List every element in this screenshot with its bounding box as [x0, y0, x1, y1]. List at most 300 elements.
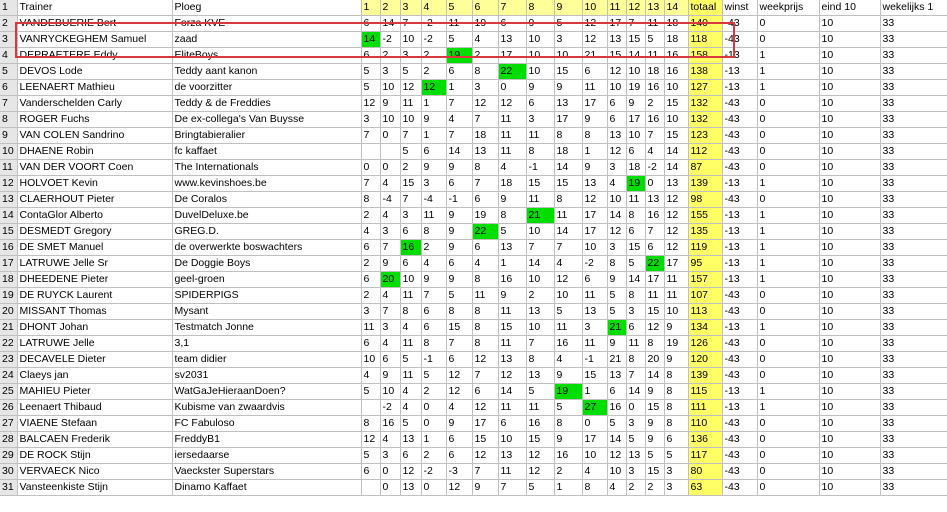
week-score-cell[interactable]: 11: [582, 80, 607, 96]
week-score-cell[interactable]: 16: [554, 336, 582, 352]
weekprijs-cell[interactable]: 1: [757, 80, 819, 96]
week-score-cell[interactable]: 12: [664, 224, 688, 240]
week-score-cell[interactable]: 2: [421, 448, 446, 464]
total-cell[interactable]: 158: [688, 48, 722, 64]
week-score-cell[interactable]: 16: [645, 208, 664, 224]
week-score-cell[interactable]: 12: [472, 96, 498, 112]
eind10-cell[interactable]: 10: [819, 176, 880, 192]
week-score-cell[interactable]: 8: [421, 224, 446, 240]
total-cell[interactable]: 140: [688, 16, 722, 32]
week-score-cell[interactable]: 7: [472, 112, 498, 128]
week-score-cell[interactable]: 6: [361, 464, 380, 480]
week-score-cell[interactable]: 12: [607, 144, 626, 160]
week-score-cell[interactable]: 16: [664, 64, 688, 80]
week-score-cell[interactable]: 9: [554, 368, 582, 384]
week-score-cell[interactable]: 15: [645, 464, 664, 480]
week-score-cell[interactable]: 14: [664, 160, 688, 176]
week-score-cell[interactable]: 7: [626, 368, 645, 384]
winst-cell[interactable]: -43: [722, 160, 757, 176]
wekelijks-cell[interactable]: 33: [880, 176, 947, 192]
trainer-cell[interactable]: VERVAECK Nico: [17, 464, 172, 480]
week-score-cell[interactable]: 13: [498, 32, 526, 48]
week-score-cell[interactable]: 19: [664, 336, 688, 352]
week-score-cell[interactable]: 5: [607, 288, 626, 304]
row-number[interactable]: 16: [0, 240, 17, 256]
week-score-cell[interactable]: 13: [400, 480, 421, 496]
wekelijks-cell[interactable]: 33: [880, 112, 947, 128]
week-score-cell[interactable]: 4: [582, 464, 607, 480]
week-score-cell[interactable]: 10: [582, 448, 607, 464]
weekprijs-cell[interactable]: 0: [757, 144, 819, 160]
weekprijs-cell[interactable]: 0: [757, 96, 819, 112]
week-score-cell[interactable]: 14: [526, 256, 554, 272]
row-number[interactable]: 6: [0, 80, 17, 96]
eind10-cell[interactable]: 10: [819, 336, 880, 352]
week-score-cell[interactable]: 10: [664, 112, 688, 128]
week-score-cell[interactable]: 12: [607, 448, 626, 464]
week-score-cell[interactable]: 8: [361, 416, 380, 432]
trainer-cell[interactable]: Claeys jan: [17, 368, 172, 384]
week-score-cell[interactable]: 2: [361, 288, 380, 304]
week-score-cell[interactable]: 5: [498, 224, 526, 240]
total-cell[interactable]: 110: [688, 416, 722, 432]
week-score-cell[interactable]: 15: [400, 176, 421, 192]
trainer-cell[interactable]: MISSANT Thomas: [17, 304, 172, 320]
week-score-cell[interactable]: 9: [526, 16, 554, 32]
eind10-cell[interactable]: 10: [819, 112, 880, 128]
week-score-cell[interactable]: 18: [664, 16, 688, 32]
week-score-cell[interactable]: 5: [400, 416, 421, 432]
eind10-cell[interactable]: 10: [819, 208, 880, 224]
row-number[interactable]: 14: [0, 208, 17, 224]
eind10-cell[interactable]: 10: [819, 304, 880, 320]
week-score-cell[interactable]: 11: [446, 16, 472, 32]
week-score-cell[interactable]: 13: [607, 128, 626, 144]
team-cell[interactable]: team didier: [172, 352, 361, 368]
team-cell[interactable]: sv2031: [172, 368, 361, 384]
wekelijks-cell[interactable]: 33: [880, 64, 947, 80]
column-header[interactable]: 14: [664, 0, 688, 16]
winst-cell[interactable]: -13: [722, 48, 757, 64]
total-cell[interactable]: 132: [688, 112, 722, 128]
trainer-cell[interactable]: DHEEDENE Pieter: [17, 272, 172, 288]
trainer-cell[interactable]: DE ROCK Stijn: [17, 448, 172, 464]
week-score-cell[interactable]: [361, 400, 380, 416]
trainer-cell[interactable]: ContaGlor Alberto: [17, 208, 172, 224]
wekelijks-cell[interactable]: 33: [880, 464, 947, 480]
week-score-cell[interactable]: 12: [421, 80, 446, 96]
winst-cell[interactable]: -13: [722, 208, 757, 224]
week-score-cell[interactable]: 4: [554, 256, 582, 272]
column-header[interactable]: winst: [722, 0, 757, 16]
week-score-cell[interactable]: 4: [380, 432, 400, 448]
week-score-cell[interactable]: 8: [421, 336, 446, 352]
week-score-cell[interactable]: 12: [446, 368, 472, 384]
week-score-cell[interactable]: 1: [421, 432, 446, 448]
week-score-cell[interactable]: 6: [361, 16, 380, 32]
week-score-cell[interactable]: 9: [446, 240, 472, 256]
week-score-cell[interactable]: 12: [472, 448, 498, 464]
week-score-cell[interactable]: 6: [446, 432, 472, 448]
trainer-cell[interactable]: DEPRAETERE Eddy: [17, 48, 172, 64]
winst-cell[interactable]: -43: [722, 144, 757, 160]
week-score-cell[interactable]: 9: [472, 480, 498, 496]
winst-cell[interactable]: -13: [722, 80, 757, 96]
week-score-cell[interactable]: 13: [645, 192, 664, 208]
wekelijks-cell[interactable]: 33: [880, 240, 947, 256]
week-score-cell[interactable]: 19: [472, 208, 498, 224]
week-score-cell[interactable]: 6: [472, 384, 498, 400]
week-score-cell[interactable]: 3: [607, 240, 626, 256]
week-score-cell[interactable]: 0: [421, 416, 446, 432]
total-cell[interactable]: 117: [688, 448, 722, 464]
week-score-cell[interactable]: 15: [554, 176, 582, 192]
week-score-cell[interactable]: 22: [645, 256, 664, 272]
week-score-cell[interactable]: 20: [380, 272, 400, 288]
week-score-cell[interactable]: 15: [498, 320, 526, 336]
week-score-cell[interactable]: -2: [645, 160, 664, 176]
week-score-cell[interactable]: 6: [645, 240, 664, 256]
column-header[interactable]: 10: [582, 0, 607, 16]
team-cell[interactable]: Dinamo Kaffaet: [172, 480, 361, 496]
total-cell[interactable]: 113: [688, 304, 722, 320]
team-cell[interactable]: de voorzitter: [172, 80, 361, 96]
total-cell[interactable]: 120: [688, 352, 722, 368]
week-score-cell[interactable]: 3: [554, 32, 582, 48]
week-score-cell[interactable]: 12: [664, 208, 688, 224]
week-score-cell[interactable]: 7: [446, 336, 472, 352]
row-number[interactable]: 4: [0, 48, 17, 64]
column-header[interactable]: Ploeg: [172, 0, 361, 16]
wekelijks-cell[interactable]: 33: [880, 160, 947, 176]
weekprijs-cell[interactable]: 1: [757, 240, 819, 256]
eind10-cell[interactable]: 10: [819, 64, 880, 80]
row-number[interactable]: 13: [0, 192, 17, 208]
winst-cell[interactable]: -13: [722, 176, 757, 192]
eind10-cell[interactable]: 10: [819, 160, 880, 176]
week-score-cell[interactable]: 12: [472, 352, 498, 368]
week-score-cell[interactable]: 21: [526, 208, 554, 224]
week-score-cell[interactable]: 11: [554, 208, 582, 224]
wekelijks-cell[interactable]: 33: [880, 32, 947, 48]
column-header[interactable]: weekprijs: [757, 0, 819, 16]
week-score-cell[interactable]: 13: [554, 96, 582, 112]
week-score-cell[interactable]: 1: [498, 256, 526, 272]
week-score-cell[interactable]: 6: [446, 352, 472, 368]
week-score-cell[interactable]: 11: [526, 192, 554, 208]
week-score-cell[interactable]: [380, 144, 400, 160]
week-score-cell[interactable]: 10: [380, 80, 400, 96]
week-score-cell[interactable]: [361, 144, 380, 160]
week-score-cell[interactable]: 6: [498, 416, 526, 432]
eind10-cell[interactable]: 10: [819, 288, 880, 304]
column-header[interactable]: 12: [626, 0, 645, 16]
total-cell[interactable]: 112: [688, 144, 722, 160]
week-score-cell[interactable]: 10: [526, 224, 554, 240]
week-score-cell[interactable]: 11: [645, 16, 664, 32]
week-score-cell[interactable]: 2: [421, 48, 446, 64]
trainer-cell[interactable]: LATRUWE Jelle Sr: [17, 256, 172, 272]
team-cell[interactable]: FreddyB1: [172, 432, 361, 448]
column-header[interactable]: 2: [380, 0, 400, 16]
week-score-cell[interactable]: 0: [380, 480, 400, 496]
week-score-cell[interactable]: 3: [380, 224, 400, 240]
week-score-cell[interactable]: 2: [400, 160, 421, 176]
weekprijs-cell[interactable]: 0: [757, 112, 819, 128]
week-score-cell[interactable]: 9: [446, 416, 472, 432]
team-cell[interactable]: The Internationals: [172, 160, 361, 176]
week-score-cell[interactable]: 3: [421, 176, 446, 192]
wekelijks-cell[interactable]: 33: [880, 272, 947, 288]
total-cell[interactable]: 135: [688, 224, 722, 240]
wekelijks-cell[interactable]: 33: [880, 224, 947, 240]
team-cell[interactable]: Kubisme van zwaardvis: [172, 400, 361, 416]
week-score-cell[interactable]: 10: [607, 192, 626, 208]
trainer-cell[interactable]: DE RUYCK Laurent: [17, 288, 172, 304]
week-score-cell[interactable]: 12: [526, 448, 554, 464]
week-score-cell[interactable]: 11: [498, 336, 526, 352]
column-header[interactable]: 4: [421, 0, 446, 16]
team-cell[interactable]: EliteBoys: [172, 48, 361, 64]
week-score-cell[interactable]: 8: [472, 304, 498, 320]
weekprijs-cell[interactable]: 0: [757, 288, 819, 304]
total-cell[interactable]: 155: [688, 208, 722, 224]
week-score-cell[interactable]: 10: [526, 64, 554, 80]
week-score-cell[interactable]: 1: [446, 80, 472, 96]
weekprijs-cell[interactable]: 1: [757, 272, 819, 288]
row-number[interactable]: 3: [0, 32, 17, 48]
week-score-cell[interactable]: 9: [380, 96, 400, 112]
column-header[interactable]: 13: [645, 0, 664, 16]
week-score-cell[interactable]: 12: [498, 368, 526, 384]
eind10-cell[interactable]: 10: [819, 320, 880, 336]
total-cell[interactable]: 132: [688, 96, 722, 112]
week-score-cell[interactable]: 12: [472, 400, 498, 416]
week-score-cell[interactable]: 19: [626, 176, 645, 192]
week-score-cell[interactable]: 2: [421, 384, 446, 400]
week-score-cell[interactable]: 18: [554, 144, 582, 160]
week-score-cell[interactable]: 9: [607, 272, 626, 288]
week-score-cell[interactable]: 7: [446, 128, 472, 144]
week-score-cell[interactable]: 8: [554, 416, 582, 432]
team-cell[interactable]: Bringtabieralier: [172, 128, 361, 144]
wekelijks-cell[interactable]: 33: [880, 96, 947, 112]
week-score-cell[interactable]: 15: [645, 304, 664, 320]
week-score-cell[interactable]: 9: [664, 320, 688, 336]
week-score-cell[interactable]: 12: [361, 96, 380, 112]
column-header[interactable]: 8: [526, 0, 554, 16]
week-score-cell[interactable]: 8: [472, 64, 498, 80]
week-score-cell[interactable]: 4: [380, 208, 400, 224]
week-score-cell[interactable]: 11: [498, 112, 526, 128]
week-score-cell[interactable]: 12: [582, 192, 607, 208]
eind10-cell[interactable]: 10: [819, 128, 880, 144]
wekelijks-cell[interactable]: 33: [880, 400, 947, 416]
week-score-cell[interactable]: 9: [446, 160, 472, 176]
week-score-cell[interactable]: 4: [607, 480, 626, 496]
week-score-cell[interactable]: 20: [645, 352, 664, 368]
week-score-cell[interactable]: 10: [498, 432, 526, 448]
weekprijs-cell[interactable]: 0: [757, 160, 819, 176]
week-score-cell[interactable]: 3: [361, 304, 380, 320]
week-score-cell[interactable]: 5: [361, 64, 380, 80]
week-score-cell[interactable]: 9: [645, 384, 664, 400]
team-cell[interactable]: GREG.D.: [172, 224, 361, 240]
week-score-cell[interactable]: 10: [626, 128, 645, 144]
week-score-cell[interactable]: 11: [664, 288, 688, 304]
week-score-cell[interactable]: 9: [498, 288, 526, 304]
week-score-cell[interactable]: 2: [421, 64, 446, 80]
week-score-cell[interactable]: 13: [498, 448, 526, 464]
week-score-cell[interactable]: 17: [472, 416, 498, 432]
week-score-cell[interactable]: 1: [421, 128, 446, 144]
weekprijs-cell[interactable]: 1: [757, 64, 819, 80]
week-score-cell[interactable]: 8: [607, 256, 626, 272]
wekelijks-cell[interactable]: 33: [880, 416, 947, 432]
team-cell[interactable]: WatGaJeHieraanDoen?: [172, 384, 361, 400]
row-number[interactable]: 8: [0, 112, 17, 128]
row-number[interactable]: 19: [0, 288, 17, 304]
week-score-cell[interactable]: 6: [421, 144, 446, 160]
week-score-cell[interactable]: 7: [446, 96, 472, 112]
trainer-cell[interactable]: VANDEBUERIE Bert: [17, 16, 172, 32]
week-score-cell[interactable]: 12: [361, 432, 380, 448]
week-score-cell[interactable]: 9: [664, 352, 688, 368]
week-score-cell[interactable]: 5: [400, 144, 421, 160]
week-score-cell[interactable]: 11: [400, 288, 421, 304]
week-score-cell[interactable]: 6: [607, 96, 626, 112]
week-score-cell[interactable]: 6: [361, 336, 380, 352]
week-score-cell[interactable]: 3: [664, 480, 688, 496]
week-score-cell[interactable]: 12: [526, 464, 554, 480]
wekelijks-cell[interactable]: 33: [880, 448, 947, 464]
week-score-cell[interactable]: 2: [361, 208, 380, 224]
winst-cell[interactable]: -43: [722, 480, 757, 496]
column-header[interactable]: wekelijks 1: [880, 0, 947, 16]
week-score-cell[interactable]: 13: [526, 304, 554, 320]
week-score-cell[interactable]: 19: [472, 16, 498, 32]
weekprijs-cell[interactable]: 0: [757, 432, 819, 448]
week-score-cell[interactable]: 9: [380, 256, 400, 272]
team-cell[interactable]: De Doggie Boys: [172, 256, 361, 272]
row-number[interactable]: 20: [0, 304, 17, 320]
week-score-cell[interactable]: 9: [421, 160, 446, 176]
week-score-cell[interactable]: 6: [400, 224, 421, 240]
week-score-cell[interactable]: 21: [607, 320, 626, 336]
week-score-cell[interactable]: 10: [526, 32, 554, 48]
week-score-cell[interactable]: -1: [446, 192, 472, 208]
week-score-cell[interactable]: 12: [607, 224, 626, 240]
week-score-cell[interactable]: 11: [400, 96, 421, 112]
weekprijs-cell[interactable]: 1: [757, 208, 819, 224]
weekprijs-cell[interactable]: 0: [757, 32, 819, 48]
week-score-cell[interactable]: 9: [421, 272, 446, 288]
column-header[interactable]: 7: [498, 0, 526, 16]
week-score-cell[interactable]: -2: [421, 464, 446, 480]
week-score-cell[interactable]: 3: [361, 112, 380, 128]
row-number[interactable]: 30: [0, 464, 17, 480]
week-score-cell[interactable]: 6: [626, 320, 645, 336]
winst-cell[interactable]: -13: [722, 384, 757, 400]
wekelijks-cell[interactable]: 33: [880, 384, 947, 400]
week-score-cell[interactable]: 10: [526, 320, 554, 336]
week-score-cell[interactable]: 8: [472, 272, 498, 288]
weekprijs-cell[interactable]: 1: [757, 224, 819, 240]
wekelijks-cell[interactable]: 33: [880, 208, 947, 224]
winst-cell[interactable]: -43: [722, 368, 757, 384]
week-score-cell[interactable]: 10: [664, 304, 688, 320]
week-score-cell[interactable]: 9: [645, 416, 664, 432]
week-score-cell[interactable]: 17: [582, 432, 607, 448]
winst-cell[interactable]: -43: [722, 192, 757, 208]
week-score-cell[interactable]: 1: [582, 144, 607, 160]
week-score-cell[interactable]: 12: [446, 384, 472, 400]
week-score-cell[interactable]: 16: [664, 48, 688, 64]
week-score-cell[interactable]: 13: [607, 32, 626, 48]
week-score-cell[interactable]: 4: [361, 368, 380, 384]
week-score-cell[interactable]: 14: [626, 272, 645, 288]
week-score-cell[interactable]: 3: [400, 48, 421, 64]
week-score-cell[interactable]: 22: [472, 224, 498, 240]
week-score-cell[interactable]: 11: [421, 208, 446, 224]
winst-cell[interactable]: -13: [722, 64, 757, 80]
week-score-cell[interactable]: 14: [361, 32, 380, 48]
eind10-cell[interactable]: 10: [819, 80, 880, 96]
week-score-cell[interactable]: 10: [554, 48, 582, 64]
weekprijs-cell[interactable]: 1: [757, 176, 819, 192]
week-score-cell[interactable]: 11: [582, 336, 607, 352]
total-cell[interactable]: 98: [688, 192, 722, 208]
week-score-cell[interactable]: 17: [607, 16, 626, 32]
week-score-cell[interactable]: 8: [554, 128, 582, 144]
weekprijs-cell[interactable]: 0: [757, 448, 819, 464]
total-cell[interactable]: 157: [688, 272, 722, 288]
week-score-cell[interactable]: 8: [400, 304, 421, 320]
column-header[interactable]: eind 10: [819, 0, 880, 16]
week-score-cell[interactable]: 8: [361, 192, 380, 208]
week-score-cell[interactable]: 0: [498, 80, 526, 96]
week-score-cell[interactable]: 10: [607, 80, 626, 96]
column-header[interactable]: 11: [607, 0, 626, 16]
eind10-cell[interactable]: 10: [819, 480, 880, 496]
eind10-cell[interactable]: 10: [819, 448, 880, 464]
wekelijks-cell[interactable]: 33: [880, 16, 947, 32]
week-score-cell[interactable]: 2: [380, 48, 400, 64]
week-score-cell[interactable]: 7: [400, 16, 421, 32]
trainer-cell[interactable]: VAN COLEN Sandrino: [17, 128, 172, 144]
week-score-cell[interactable]: 6: [664, 432, 688, 448]
row-number[interactable]: 5: [0, 64, 17, 80]
week-score-cell[interactable]: 6: [400, 448, 421, 464]
week-score-cell[interactable]: 14: [554, 160, 582, 176]
total-cell[interactable]: 138: [688, 64, 722, 80]
week-score-cell[interactable]: 0: [380, 128, 400, 144]
eind10-cell[interactable]: 10: [819, 368, 880, 384]
total-cell[interactable]: 107: [688, 288, 722, 304]
week-score-cell[interactable]: 11: [361, 320, 380, 336]
week-score-cell[interactable]: 12: [645, 320, 664, 336]
week-score-cell[interactable]: 6: [446, 176, 472, 192]
week-score-cell[interactable]: 11: [498, 464, 526, 480]
week-score-cell[interactable]: 5: [554, 400, 582, 416]
week-score-cell[interactable]: 12: [582, 32, 607, 48]
week-score-cell[interactable]: 6: [582, 64, 607, 80]
week-score-cell[interactable]: 12: [498, 96, 526, 112]
week-score-cell[interactable]: 11: [626, 336, 645, 352]
trainer-cell[interactable]: BALCAEN Frederik: [17, 432, 172, 448]
week-score-cell[interactable]: 11: [582, 288, 607, 304]
week-score-cell[interactable]: 11: [498, 144, 526, 160]
